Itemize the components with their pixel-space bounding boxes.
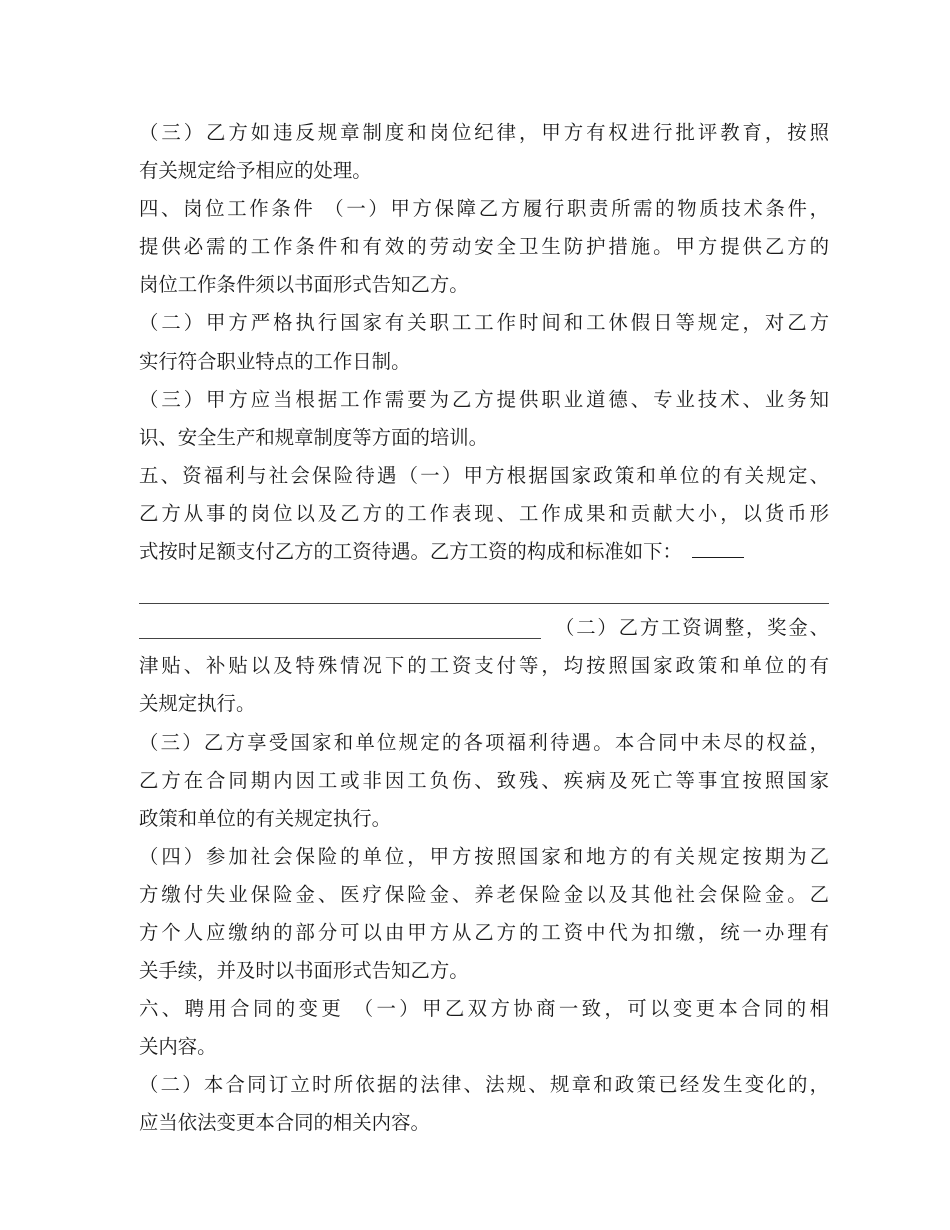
text-line: 方缴付失业保险金、医疗保险金、养老保险金以及其他社会保险金。乙	[139, 882, 829, 906]
text-line: 应当依法变更本合同的相关内容。	[139, 1111, 430, 1135]
text-line: 五、资福利与社会保险待遇（一）甲方根据国家政策和单位的有关规定、	[139, 463, 829, 487]
text-line: 有关规定给予相应的处理。	[139, 159, 372, 183]
text-line: 关规定执行。	[139, 692, 256, 716]
text-line: 乙方在合同期内因工或非因工负伤、致残、疾病及死亡等事宜按照国家	[139, 768, 829, 792]
document-body	[139, 114, 829, 1143]
salary-blank	[692, 537, 744, 558]
text-line: 实行符合职业特点的工作日制。	[139, 349, 411, 373]
text-line: 关手续，并及时以书面形式告知乙方。	[139, 959, 469, 983]
text-line: 政策和单位的有关规定执行。	[139, 806, 392, 830]
text-line: 六、聘用合同的变更 （一）甲乙双方协商一致，可以变更本合同的相	[139, 997, 829, 1021]
salary-line	[139, 533, 829, 571]
text-line: 式按时足额支付乙方的工资待遇。乙方工资的构成和标准如下：	[139, 540, 682, 564]
text-line: 关内容。	[139, 1035, 217, 1059]
blank-rule	[139, 637, 541, 639]
text-line: 方个人应缴纳的部分可以由甲方从乙方的工资中代为扣缴，统一办理有	[139, 920, 829, 944]
text-line: （三）甲方应当根据工作需要为乙方提供职业道德、专业技术、业务知	[139, 387, 829, 411]
text-line: 提供必需的工作条件和有效的劳动安全卫生防护措施。甲方提供乙方的	[139, 235, 829, 259]
text-line: 岗位工作条件须以书面形式告知乙方。	[139, 273, 469, 297]
blank-rule	[139, 571, 829, 609]
text-line: （二）本合同订立时所依据的法律、法规、规章和政策已经发生变化的，	[139, 1073, 829, 1097]
text-line: 识、安全生产和规章制度等方面的培训。	[139, 425, 489, 449]
text-line: （三）乙方享受国家和单位规定的各项福利待遇。本合同中未尽的权益，	[139, 730, 829, 754]
salary-rule-line	[139, 609, 829, 647]
text-line: （二）乙方工资调整，奖金、	[555, 616, 829, 640]
text-line: 津贴、补贴以及特殊情况下的工资支付等，均按照国家政策和单位的有	[139, 654, 829, 678]
text-line: 四、岗位工作条件 （一）甲方保障乙方履行职责所需的物质技术条件，	[139, 197, 829, 221]
text-line: 乙方从事的岗位以及乙方的工作表现、工作成果和贡献大小，以货币形	[139, 501, 829, 525]
text-line: （三）乙方如违反规章制度和岗位纪律，甲方有权进行批评教育，按照	[139, 121, 829, 144]
text-line: （四）参加社会保险的单位，甲方按照国家和地方的有关规定按期为乙	[139, 844, 829, 868]
text-line: （二）甲方严格执行国家有关职工工作时间和工休假日等规定，对乙方	[139, 311, 829, 335]
